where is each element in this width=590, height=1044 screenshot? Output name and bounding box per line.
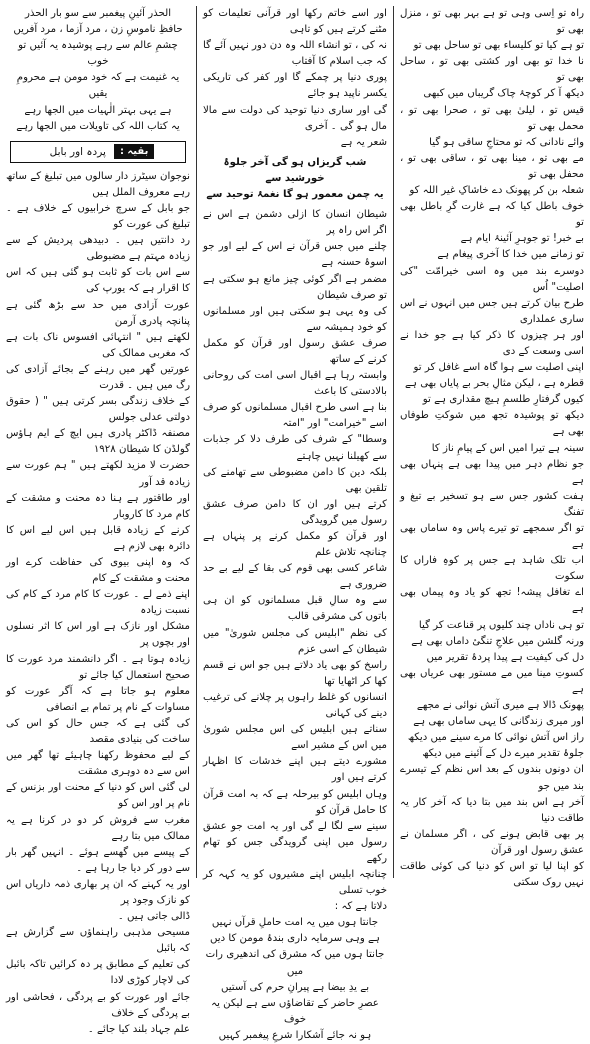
verse-line: بے یدِ بیضا ہے پیرانِ حرم کی آستیں <box>220 981 370 993</box>
verse-block <box>203 155 387 203</box>
text-line: شعلہ بن کر پھونک دے خاشاکِ غیر اللہ کو <box>409 185 584 197</box>
text-line: کہ وہ اپنی بیوی کی حفاظت کرے اور محنت و مشقت کے کام <box>6 557 190 585</box>
text-line: پوری دنیا پر چمکے گا اور کفر کی تاریکی یکسر ناپید ہو جائے <box>203 72 387 100</box>
verse-line: ہے وہی سرمایہ داری بندۂ مومن کا دیں <box>209 933 380 945</box>
text-line: آخر ہے اس بند میں بتا دیا کہ آخر کار یہ طاقت دنیا <box>400 796 584 824</box>
text-line: سینہ ہے تیرا امیں اس کے پیامِ ناز کا <box>431 442 584 454</box>
text-line: ان دونوں بندوں کے بعد اس نظم کے تیسرے بند میں جو <box>400 764 584 792</box>
text-line: نا خدا تو بھی اور کشتی بھی تو ، ساحل بھی تو <box>400 56 584 84</box>
text-line: وابستہ رہا ہے اقبال اسی امت کی روحانی بالادستی کا باعث <box>203 370 387 398</box>
text-line: پر بھی قابض ہونے کی ، اگر مسلمان نے عشق رسول اور قرآن <box>400 828 584 856</box>
text-line: جائے اور عورت کو بے پردگی ، فحاشی اور بے پردگی کے خلاف <box>6 991 190 1019</box>
verse-line: حافظِ ناموسِ زن ، مرد آزما ، مرد آفریں <box>13 24 183 36</box>
text-line: مشکل اور نازک ہے اور اس کا اثر نسلوں اور بچوں پر <box>6 621 190 649</box>
text-line: وائے نادانی کہ تو محتاجِ ساقی ہو گیا <box>429 136 584 148</box>
column-right <box>400 6 584 889</box>
text-line: تو ہے کیا تو کلیساء بھی تو ساحل بھی تو <box>413 40 584 52</box>
text-line: تو زمانے میں خدا کا آخری پیغام ہے <box>437 249 584 261</box>
text-line: وسطا" کے شرف کی طرف دلا کر جذبات سے کھیلنا نہیں چاہتے <box>203 434 387 462</box>
text-line: کے خلاف زندگی بسر کرتی ہیں " ( حقوق دولتی عدلی جولس <box>6 396 190 424</box>
text-line: کے لیے محفوظ رکھنا چاہیئے تھا گھر میں اس سے دہ دوہری مشقت <box>6 750 190 778</box>
text-line: سے اس بات کو ثابت ہو گئی ہیں کہ اس کا اقرار ہے کہ یورپ کی <box>6 267 190 295</box>
column-divider <box>393 6 394 878</box>
text-line: بے خبر! تو جوہرِ آئینۂ ایام ہے <box>460 233 584 245</box>
text-line: ہفت کشور جس سے ہو تسخیر بے تیغ و تفنگ <box>400 490 584 518</box>
verse-line: یہ کتاب اللہ کی تاویلات میں الجھا رہے <box>16 120 180 132</box>
text-line: معلوم ہو جاتا ہے کہ آگر عورت کو مساوات کے نام پر تمام بے انصافی <box>6 685 190 713</box>
text-line: دیکھ تو پوشیدہ تجھ میں شوکتِ طوفاں بھی ہے <box>400 410 584 438</box>
text-line: راز اس آتش نوائی کا مرے سینے میں دیکھ <box>407 732 584 744</box>
text-line: کے پیسے میں گھسے ہوئے ۔ انہیں گھر بار سے دور کر دیا جا رہا ہے ۔ <box>6 846 190 874</box>
text-line: کی گئی ہے کہ جس حال کو اس کی ساخت کی بنیادی مقصد <box>6 717 190 746</box>
text-line: وہاں ابلیس کو بیرحلہ ہے کہ بہ امت قرآن کا حامل قرآن کو <box>203 788 387 816</box>
verse-line: جانتا ہوں میں کہ مشرق کی اندھیری رات میں <box>205 949 385 977</box>
text-line: تو ہی ناداں چند کلیوں پر قناعت کر گیا <box>418 619 584 631</box>
text-line: ورنہ گلشن میں علاجِ تنگیٔ داماں بھی ہے <box>411 635 584 647</box>
verse-line: شب گریزاں ہو گی آخر جلوۂ خورشید سے <box>223 156 367 184</box>
text-line: لی گئی اس کو دنیا کے محنت اور بزنس کے نام پر اور اس کو <box>6 782 190 810</box>
continuation-title: پردہ اور بابل <box>49 145 106 158</box>
continuation-header <box>10 141 186 163</box>
text-line: جو نظام دہر میں پیدا بھی ہے پنہاں بھی ہے <box>400 458 584 486</box>
text-line: نوجوان سیٹرز دار سالوں میں تبلیغ کے ساتھ رہے معروف الملل ہیں <box>6 170 190 198</box>
text-line: طرح بیان کرتے ہیں جس میں انہوں نے اس ساری عملداری <box>400 297 584 325</box>
text-line: انسانوں کو غلط راہوں پر چلانے کی ترغیب دینے کی کہانی <box>203 691 387 720</box>
text-line: جو بابل کے سرچ خرابیوں کے خلاف ہے ۔ تبلیغ کی عورت کو <box>6 202 190 231</box>
text-line: بنا ہے اسی طرح اقبال مسلمانوں کو صرف اسے "خیرامت" اور "امتہ <box>203 402 387 430</box>
text-line: قیس تو ، لیلیٰ بھی تو ، صحرا بھی تو ، محمل بھی تو <box>400 104 584 132</box>
text-line: چلنے میں جس قرآن نے اس کے لیے اور جو اسوۂ حسنہ ہے <box>203 241 387 269</box>
text-line: راسخ کو بھی یاد دلاتے ہیں جو اس نے قسم کھا کر اٹھایا تھا <box>203 659 387 687</box>
text-line: کرنے کے زیادہ قابل ہیں اس لیے اس کا دائرہ بھی لازم ہے <box>6 524 190 552</box>
column-left <box>6 6 190 1035</box>
text-line: مشورے دیتے ہیں اپنے خدشات کا اظہار کرتے ہیں اور <box>203 756 387 784</box>
text-line: اپنے ذمے لے ۔ عورت کا کام مرد کے کام کی نسبت زیادہ <box>6 589 190 617</box>
text-line: خوف باطل کیا کہ ہے غارت گرِ باطل بھی تو <box>400 201 584 229</box>
text-line: کو اپنا لیا تو اس کو دنیا کی کوئی طاقت نہیں روک سکتی <box>400 860 584 889</box>
continuation-tag: بقیہ : <box>114 144 154 159</box>
text-line: شیطان انسان کا ازلی دشمن ہے اس نے اگر اس راہ پر <box>203 209 387 237</box>
text-line: پھونک ڈالا ہے میری آتش نوائی نے مجھے <box>416 700 584 712</box>
text-line: زیادہ ہوتا ہے ۔ اگر دانشمند مرد عورت کا صحیح استعمال کیا جائے تو <box>6 653 190 681</box>
text-line: اپنی اصلیت سے ہوا گاہ اسے غافل کر تو <box>413 362 584 374</box>
text-line: مغرب سے فروش کر دو در کرنا ہے یہ ممالک میں بتا رہے <box>6 814 190 842</box>
text-line: دلاتا ہے کہ : <box>334 901 387 913</box>
text-line: اے تغافل پیشہ! تجھ کو یاد وہ پیماں بھی ہے <box>400 587 584 615</box>
text-line: اور اسے خاتم رکھا اور قرآنی تعلیمات کو مٹنے کرتے ہیں کو تاہی <box>203 8 387 36</box>
verse-line: عصرِ حاضر کے تقاضاؤں سے ہے لیکن یہ خوف <box>211 997 379 1025</box>
text-line: راہ تو اِسی وہی تو ہے بہر بھی تو ، منزل بھی تو <box>400 8 584 36</box>
verse-line: یہ چمن معمور ہو گا نغمۂ توحید سے <box>206 189 384 201</box>
verse-line: یہ غنیمت ہے کہ خود مومن ہے محرومِ یقیں <box>16 72 180 100</box>
verse-block <box>6 6 190 135</box>
verse-line: جانتا ہوں میں یہ امت حاملِ قرآں نہیں <box>211 917 379 929</box>
text-line: سے وہ سالِ قبل مسلمانوں کو ان ہی باتوں کی مشرقی قالب <box>203 595 387 623</box>
text-line: کی نظم "ابلیس کی مجلس شوریٰ" میں شیطان کے اسی عزم <box>203 627 387 655</box>
text-line: اور طاقتور ہے ہنا دہ محنت و مشقت کے کام مرد کا کاروبار <box>6 492 190 520</box>
text-line: کی تعلیم کے مطابق پر دہ کرائیں تاکہ بائبل کی لاچار کوڑی لادا <box>6 959 190 987</box>
text-line: مے بھی تو ، مینا بھی تو ، ساقی بھی تو ، محفل بھی تو <box>400 152 584 180</box>
verse-line: الحذر آئینِ پیغمبر سے سو بار الحذر <box>24 8 172 19</box>
text-line: رد دانتیں ہیں ۔ دبیدھی پردیش کے سے زیادہ مہتم ہے مضبوطی <box>6 235 190 263</box>
text-line: سناتے ہیں ابلیس کی اس مجلس شوریٰ میں اس کے مشیر اسے <box>203 724 387 752</box>
text-line: اور ہر چیزوں کا ذکر کیا ہے جو خدا نے اسی وسعت کے دی <box>400 329 584 357</box>
text-line: صرف عشق رسول اور قرآن کو مکمل کرنے کے ساتھ <box>203 337 387 365</box>
text-line: کیوں گرفتارِ طلسمِ ہیچ مقداری ہے تو <box>422 394 584 406</box>
text-line: تو اگر سمجھے تو تیرے پاس وہ ساماں بھی ہے <box>400 523 584 551</box>
text-line: سینے سے لگا لے گی اور یہ امت جو عشق رسول میں اپنی گرویدگی جس کو تھام رکھے <box>203 820 387 864</box>
text-line: مسیحی مذہبی راہنماؤں سے گزارش ہے کہ بائبل <box>6 927 190 955</box>
text-line: علم جہاد بلند کیا جائے ۔ <box>87 1023 190 1035</box>
text-line: کرتے ہیں اور ان کا دامن صرف عشق رسول میں گرویدگی <box>203 498 387 526</box>
column-middle <box>203 6 387 1041</box>
verse-line: ہو نہ جائے آشکارا شرعِ پیغمبر کہیں <box>218 1029 372 1041</box>
text-line: اور یہ کہنے کہ ان پر بھاری ذمہ داریاں اس کو نازک وجود پر <box>6 878 190 906</box>
text-line: بلکہ دین کا دامن مضبوطی سے تھامنے کی تلقین بھی <box>203 466 387 494</box>
text-line: کسوتِ مینا میں مے مستور بھی عریاں بھی ہے <box>400 667 584 695</box>
text-line: اب تلک شاہد ہے جس پر کوہِ فاراں کا سکوت <box>400 555 584 583</box>
verse-block <box>203 915 387 1044</box>
text-line: مضمر ہے اگر کوئی چیز مانع ہو سکتی ہے تو صرف شیطان <box>203 273 387 301</box>
text-line: شعر یہ ہے <box>340 136 387 148</box>
text-line: لکھتے ہیں " انتہائی افسوس ناک بات ہے کہ مغربی ممالک کی <box>6 331 190 359</box>
text-line: کی وہ یہی ہو سکتی ہیں اور مسلمانوں کو خود ہمیشہ سے <box>203 305 387 333</box>
text-line: دل کی کیفیت ہے پیدا پردۂ تقریر میں <box>426 651 584 663</box>
text-line: گی اور ساری دنیا توحید کی دولت سے مالا مال ہو گی ۔ آخری <box>203 104 387 132</box>
text-line: جلوۂ تقدیر میرے دل کے آئینے میں دیکھ <box>422 748 584 760</box>
text-line: اور قرآن کو مکمل کرنے پر پنہاں ہے چنانچہ تلاش علم <box>203 531 387 559</box>
column-divider <box>196 6 197 878</box>
text-line: دیکھ آ کر کوچۂ چاک گریباں میں کبھی <box>423 88 584 100</box>
text-line: چنانچہ ابلیس اپنے مشیروں کو یہ کہہ کر خوب تسلی <box>203 868 387 897</box>
text-line: قطرہ ہے ، لیکن مثالِ بحر بے پایاں بھی ہے <box>405 378 584 390</box>
newspaper-page <box>6 6 584 1041</box>
text-line: نہ کی ، تو انشاء اللہ وہ دن دور نہیں آئے گا کہ جب اسلام کا آفتاب <box>203 40 387 68</box>
text-line: شاعر کسی بھی قوم کی بقا کے لیے بے حد ضروری ہے <box>203 563 387 591</box>
verse-line: چشمِ عالم سے رہے پوشیدہ یہ آئیں تو خوب <box>18 40 178 68</box>
text-line: مصنفہ ڈاکٹر پادری ہیں ایچ کے ایم ہاؤس گولڈن کا شیطان ۱۹۲۸ <box>6 428 190 456</box>
text-line: دوسرے بند میں وہ اسی خیرامّت "کی اصلیت" اُس <box>400 265 584 293</box>
text-line: ڈالی جاتی ہیں ۔ <box>117 911 190 923</box>
text-line: عورتیں گھر میں رہنے کے بجائے آزادی کی رگ میں ہیں ۔ قدرت <box>6 363 190 391</box>
verse-line: ہے یہی بہتر الٰہیات میں الجھا رہے <box>24 104 172 116</box>
text-line: حضرت لا مزید لکھتے ہیں " ہم عورت سے زیادہ قد آور <box>6 460 190 488</box>
text-line: اور میری زندگانی کا یہی ساماں بھی ہے <box>413 716 584 728</box>
text-line: عورت آزادی میں حد سے بڑھ گئی ہے پنانچہ پادری آرمن <box>6 299 190 327</box>
